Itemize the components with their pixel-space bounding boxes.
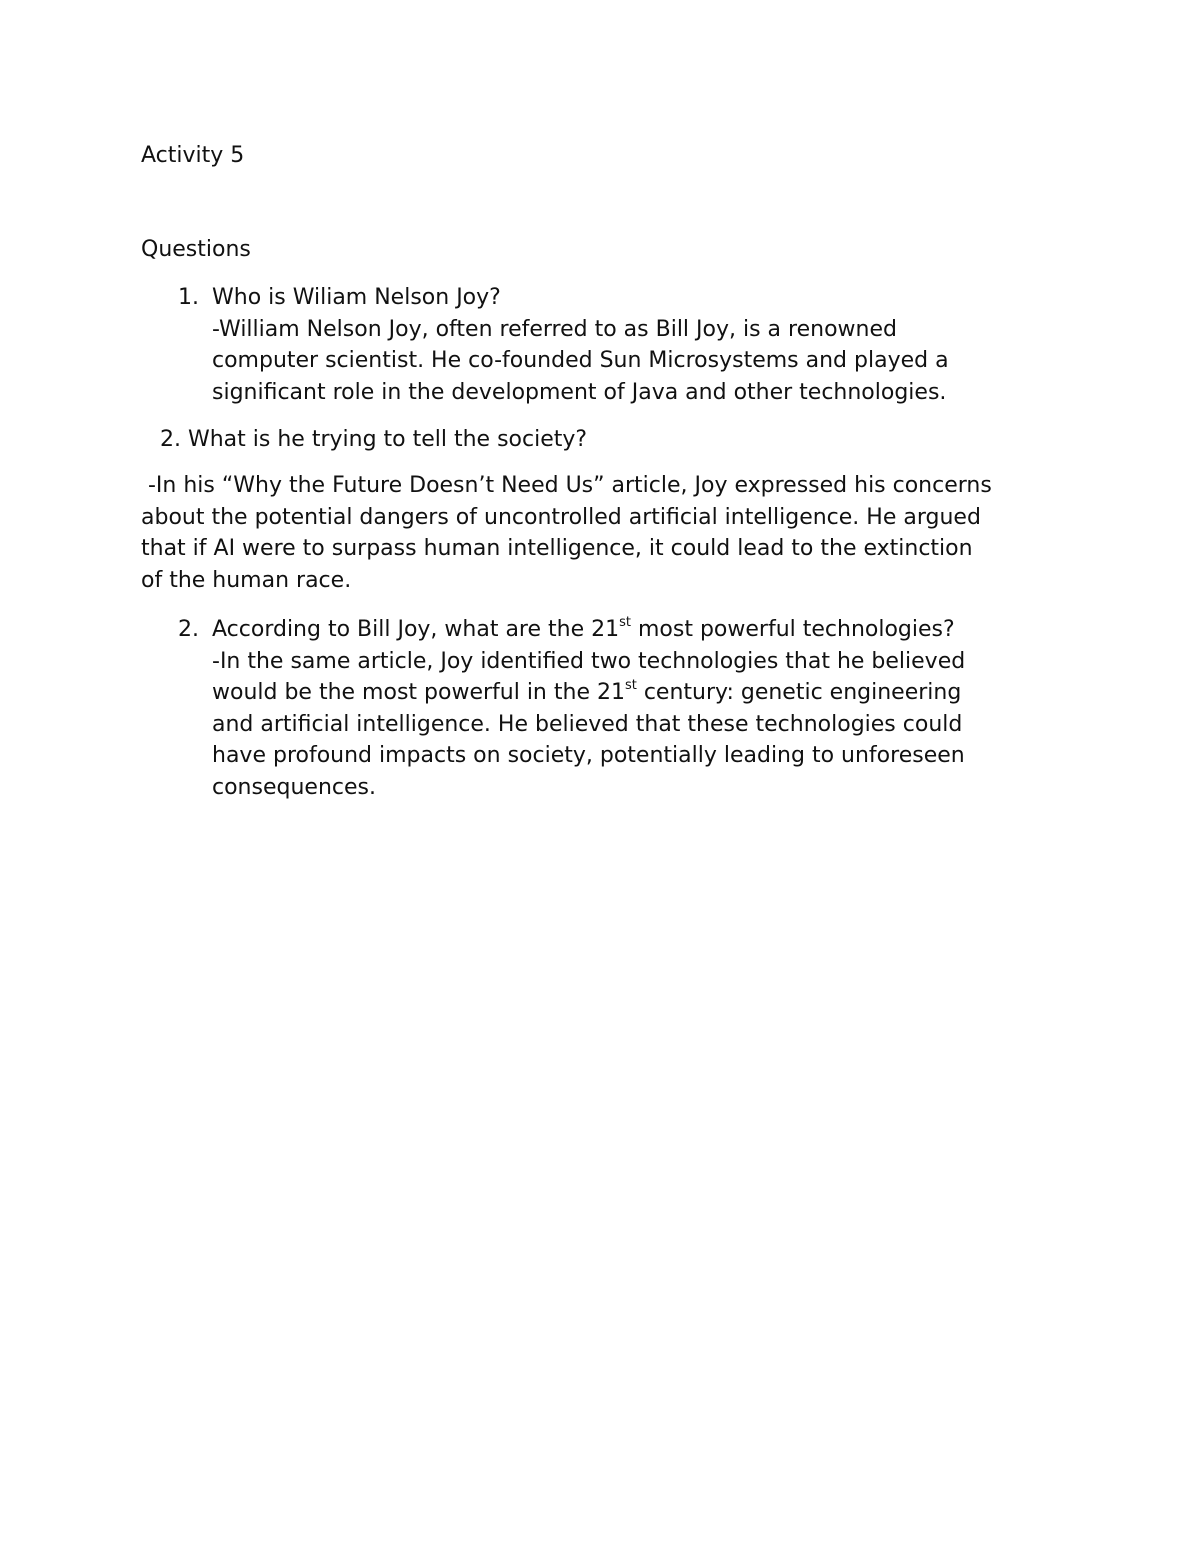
superscript-st: st [619, 614, 631, 630]
answer-3-line-part: century: genetic engineering [636, 680, 962, 705]
answer-3-line: and artificial intelligence. He believed that these technologies could [212, 711, 963, 737]
answer-1-line: computer scientist. He co-founded Sun Microsystems and played a [212, 348, 949, 373]
answer-2-line: -In his “Why the Future Doesn’t Need Us” article, Joy expressed his concerns [141, 473, 992, 498]
answer-3-line [212, 677, 1112, 709]
question-3-body [212, 614, 1112, 803]
answer-1-line: -William Nelson Joy, often referred to as Bill Joy, is a renowned [212, 316, 897, 342]
answer-1-line: significant role in the development of Java and other technologies. [212, 379, 947, 405]
document-title: Activity 5 [141, 143, 245, 168]
question-1-body [212, 282, 1112, 408]
answer-2-line: of the human race. [141, 567, 352, 593]
answer-3-line-part: would be the most powerful in the 21 [212, 680, 625, 705]
question-3-text-part: most powerful technologies? [630, 617, 955, 642]
questions-heading: Questions [141, 237, 251, 262]
question-3-text-part: According to Bill Joy, what are the 21 [212, 617, 620, 642]
question-1-text: Who is Wiliam Nelson Joy? [212, 285, 501, 310]
answer-2 [141, 470, 1061, 596]
answer-3-line: -In the same article, Joy identified two technologies that he believed [212, 648, 966, 674]
answer-2-line: about the potential dangers of uncontrolled artificial intelligence. He argued [141, 504, 981, 530]
question-3-text [212, 614, 1112, 646]
answer-3-line: have profound impacts on society, potentially leading to unforeseen [212, 743, 965, 768]
answer-3-line: consequences. [212, 774, 376, 800]
question-1-number: 1. [178, 285, 199, 310]
superscript-st: st [624, 677, 637, 693]
question-2-text: 2. What is he trying to tell the society? [160, 427, 588, 452]
answer-2-line: that if AI were to surpass human intelligence, it could lead to the extinction [141, 536, 973, 561]
question-3-number: 2. [178, 617, 199, 642]
